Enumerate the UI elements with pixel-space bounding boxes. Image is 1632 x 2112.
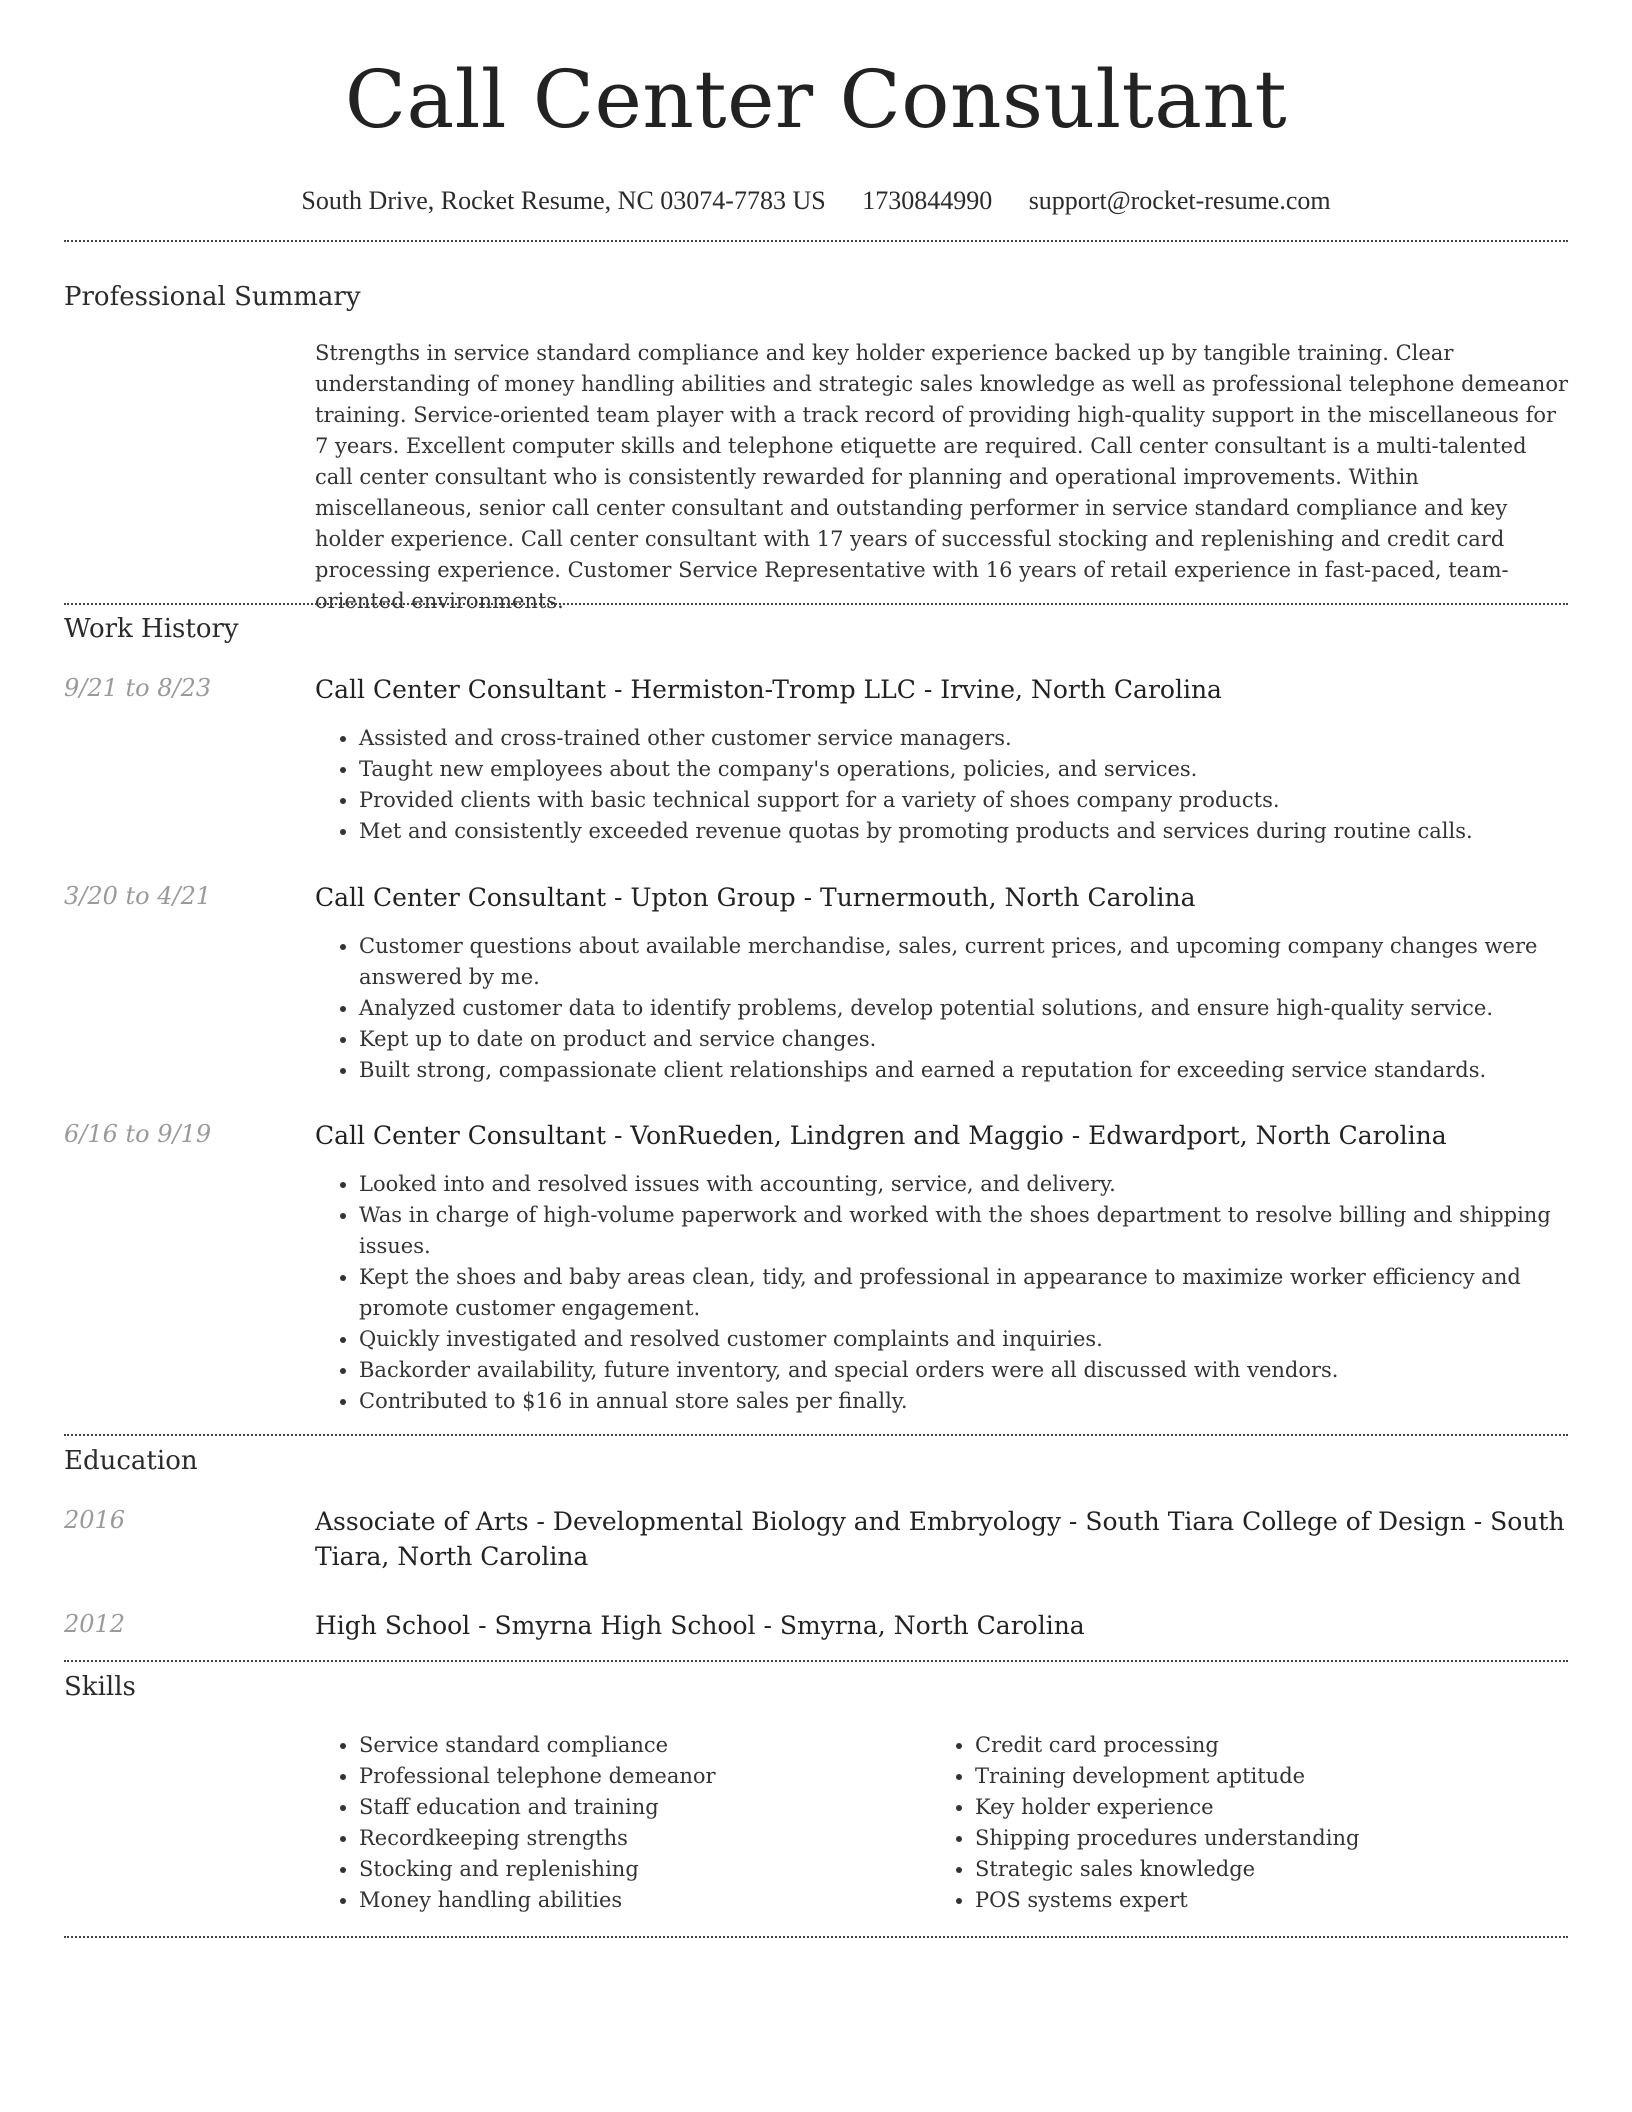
divider bbox=[64, 1434, 1568, 1436]
list-item: • Recordkeeping strengths bbox=[359, 1823, 919, 1854]
list-item: • Customer questions about available merchandise, sales, current prices, and upcoming company changes were answered by me. bbox=[359, 931, 1568, 993]
list-item: • Credit card processing bbox=[975, 1730, 1575, 1761]
list-item: • Quickly investigated and resolved customer complaints and inquiries. bbox=[359, 1324, 1568, 1355]
education-heading: Education bbox=[64, 1446, 198, 1476]
list-item: • Shipping procedures understanding bbox=[975, 1823, 1575, 1854]
list-item: • Key holder experience bbox=[975, 1792, 1575, 1823]
contact-address: South Drive, Rocket Resume, NC 03074-7783 US bbox=[301, 186, 826, 215]
list-item: • Built strong, compassionate client relationships and earned a reputation for exceeding service standards. bbox=[359, 1055, 1568, 1086]
job-dates: 3/20 to 4/21 bbox=[64, 882, 212, 910]
education-year: 2012 bbox=[64, 1610, 126, 1638]
list-item: • Assisted and cross-trained other customer service managers. bbox=[359, 723, 1568, 754]
contact-phone: 1730844990 bbox=[862, 186, 993, 215]
work-history-heading: Work History bbox=[64, 614, 239, 644]
education-year: 2016 bbox=[64, 1506, 126, 1534]
list-item: • Was in charge of high-volume paperwork and worked with the shoes department to resolve billing and shipping issues. bbox=[359, 1200, 1568, 1262]
list-item: • Money handling abilities bbox=[359, 1885, 919, 1916]
list-item: • Backorder availability, future inventory, and special orders were all discussed with vendors. bbox=[359, 1355, 1568, 1386]
list-item: • Analyzed customer data to identify problems, develop potential solutions, and ensure high-quality service. bbox=[359, 993, 1568, 1024]
list-item: • Training development aptitude bbox=[975, 1761, 1575, 1792]
list-item: • Taught new employees about the company's operations, policies, and services. bbox=[359, 754, 1568, 785]
contact-line bbox=[0, 186, 1632, 216]
list-item: • Kept up to date on product and service changes. bbox=[359, 1024, 1568, 1055]
job-bullets bbox=[315, 723, 1568, 847]
list-item: • POS systems expert bbox=[975, 1885, 1575, 1916]
list-item: • Provided clients with basic technical support for a variety of shoes company products. bbox=[359, 785, 1568, 816]
job-heading: Call Center Consultant - Hermiston-Tromp LLC - Irvine, North Carolina bbox=[315, 675, 1222, 704]
list-item: • Kept the shoes and baby areas clean, tidy, and professional in appearance to maximize worker efficiency and promote customer engagement. bbox=[359, 1262, 1568, 1324]
job-bullets bbox=[315, 931, 1568, 1086]
skills-list-left bbox=[315, 1730, 919, 1916]
education-heading: High School - Smyrna High School - Smyrna, North Carolina bbox=[315, 1611, 1085, 1640]
job-heading: Call Center Consultant - Upton Group - Turnermouth, North Carolina bbox=[315, 883, 1196, 912]
list-item: • Looked into and resolved issues with accounting, service, and delivery. bbox=[359, 1169, 1568, 1200]
list-item: • Contributed to $16 in annual store sales per finally. bbox=[359, 1386, 1568, 1417]
summary-text: Strengths in service standard compliance and key holder experience backed up by tangible training. Clear understanding of money handling abilities and strategic sales knowledge as well as professional telephone demeanor training. Service-oriented team player with a track record of providing high-quality support in the miscellaneous for 7 years. Excellent computer skills and telephone etiquette are required. Call center consultant is a multi-talented call center consultant who is consistently rewarded for planning and operational improvements. Within miscellaneous, senior call center consultant and outstanding performer in service standard compliance and key holder experience. Call center consultant with 17 years of successful stocking and replenishing and credit card processing experience. Customer Service Representative with 16 years of retail experience in fast-paced, team-oriented environments. bbox=[315, 341, 1569, 613]
skills-list-right bbox=[931, 1730, 1575, 1916]
list-item: • Staff education and training bbox=[359, 1792, 919, 1823]
list-item: • Strategic sales knowledge bbox=[975, 1854, 1575, 1885]
divider bbox=[64, 240, 1568, 242]
divider bbox=[64, 1936, 1568, 1938]
job-dates: 9/21 to 8/23 bbox=[64, 674, 212, 702]
summary-heading: Professional Summary bbox=[64, 282, 361, 312]
job-heading: Call Center Consultant - VonRueden, Lindgren and Maggio - Edwardport, North Carolina bbox=[315, 1121, 1447, 1150]
job-bullets bbox=[315, 1169, 1568, 1417]
list-item: • Service standard compliance bbox=[359, 1730, 919, 1761]
list-item: • Met and consistently exceeded revenue quotas by promoting products and services during routine calls. bbox=[359, 816, 1568, 847]
resume-name: Call Center Consultant bbox=[344, 53, 1288, 146]
list-item: • Professional telephone demeanor bbox=[359, 1761, 919, 1792]
job-dates: 6/16 to 9/19 bbox=[64, 1120, 212, 1148]
skills-heading: Skills bbox=[64, 1672, 136, 1702]
education-heading: Associate of Arts - Developmental Biology and Embryology - South Tiara College of Design - South Tiara, North Carolina bbox=[315, 1507, 1565, 1571]
divider bbox=[64, 603, 1568, 605]
divider bbox=[64, 1660, 1568, 1662]
contact-email: support@rocket-resume.com bbox=[1028, 186, 1331, 215]
list-item: • Stocking and replenishing bbox=[359, 1854, 919, 1885]
